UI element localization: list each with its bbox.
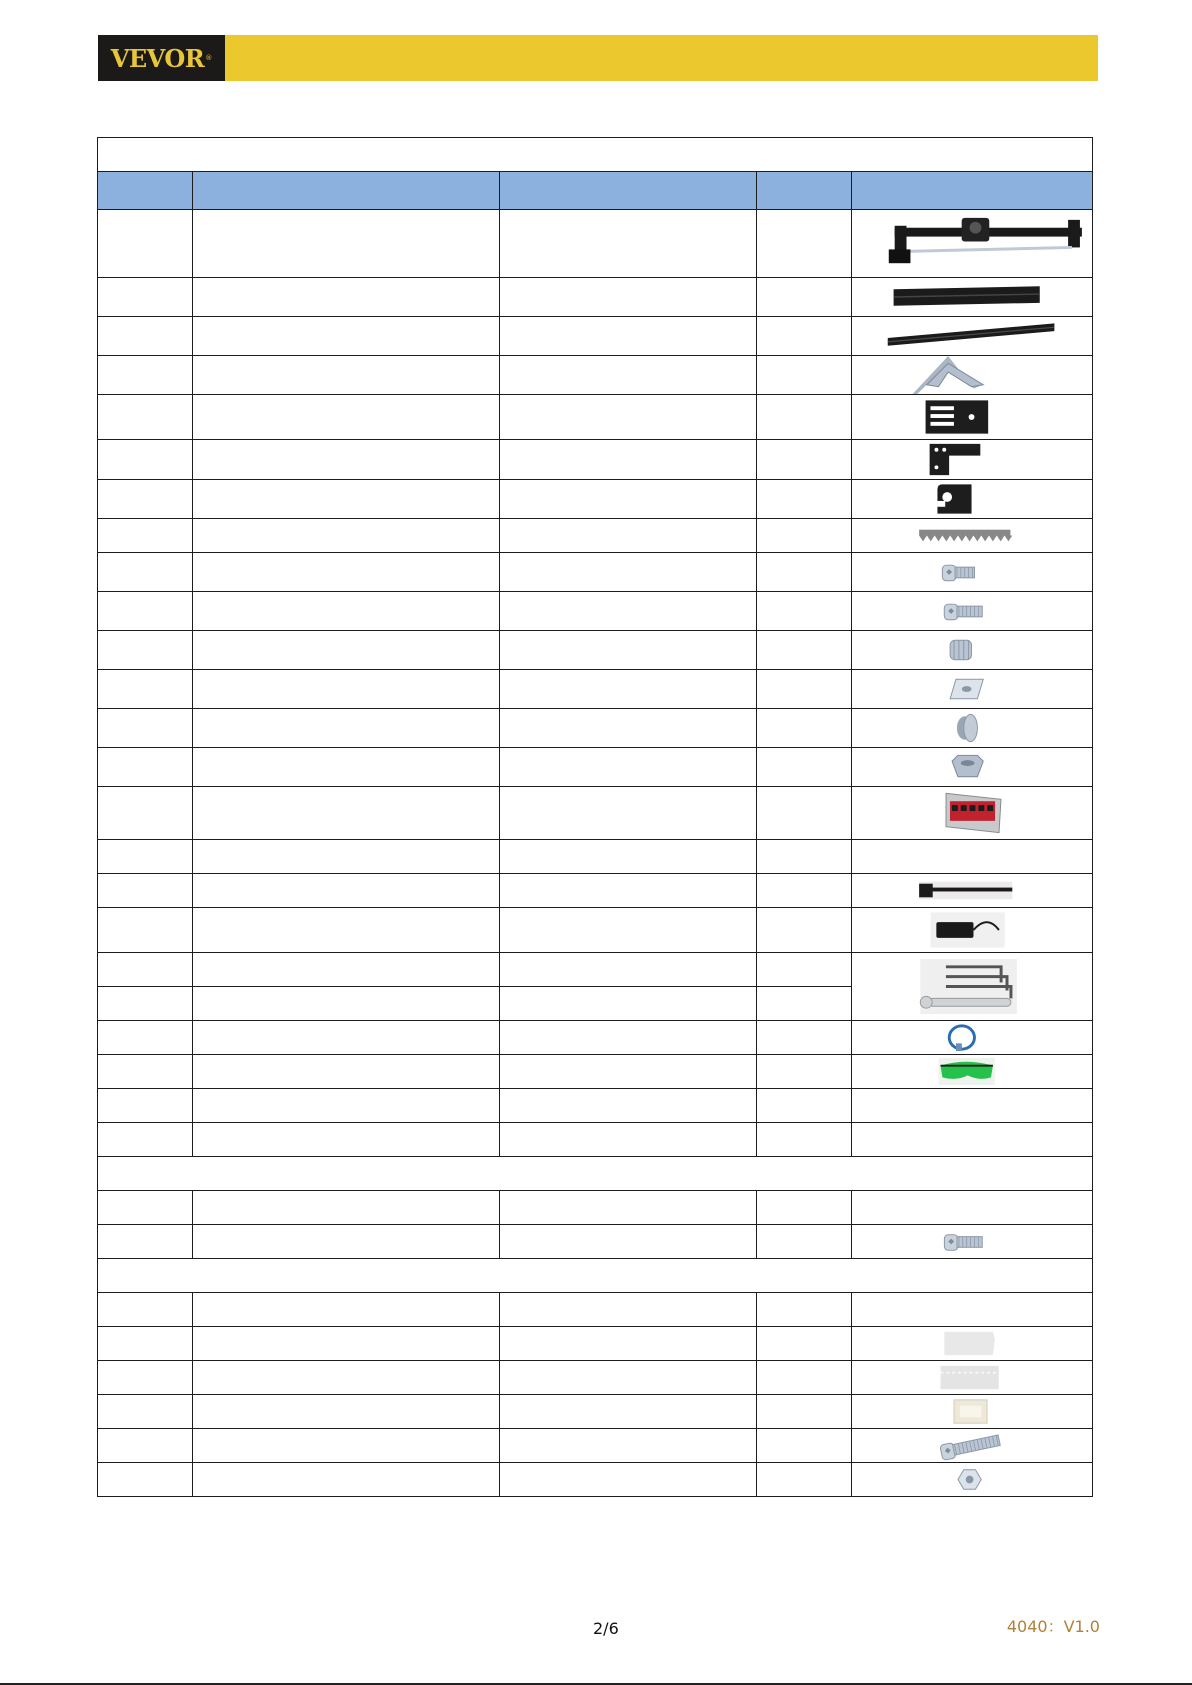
spec-cell <box>500 787 757 840</box>
name-cell <box>193 1293 500 1327</box>
table-row <box>98 395 1093 440</box>
spec-cell <box>500 1089 757 1123</box>
table-row <box>98 709 1093 748</box>
no-cell <box>98 1055 193 1089</box>
name-cell <box>193 278 500 317</box>
picture-cell <box>852 787 1093 840</box>
spec-cell <box>500 1361 757 1395</box>
qty-cell <box>757 1327 852 1361</box>
qty-cell <box>757 670 852 709</box>
timing-belt-icon <box>852 519 1092 552</box>
picture-cell <box>852 1463 1093 1497</box>
table-row <box>98 1021 1093 1055</box>
aluminum-profile-icon <box>852 278 1092 316</box>
spec-cell <box>500 172 757 210</box>
no-cell <box>98 840 193 874</box>
spec-cell <box>500 278 757 317</box>
name-cell <box>193 210 500 278</box>
name-cell <box>193 908 500 953</box>
no-cell <box>98 592 193 631</box>
name-cell <box>193 172 500 210</box>
picture-cell <box>852 553 1093 592</box>
qty-cell <box>757 1089 852 1123</box>
name-cell <box>193 317 500 356</box>
name-cell <box>193 440 500 480</box>
table-row <box>98 1089 1093 1123</box>
spec-cell <box>500 1327 757 1361</box>
picture-cell <box>852 278 1093 317</box>
no-cell <box>98 440 193 480</box>
qty-cell <box>757 210 852 278</box>
hook-bracket-icon <box>852 480 1092 518</box>
picture-cell <box>852 1293 1093 1327</box>
hex-nut-icon <box>852 1463 1092 1496</box>
vevor-logo <box>98 35 225 81</box>
picture-cell <box>852 1123 1093 1157</box>
qty-cell <box>757 553 852 592</box>
table-title-row <box>98 138 1093 172</box>
picture-cell <box>852 1191 1093 1225</box>
table-row <box>98 953 1093 987</box>
name-cell <box>193 987 500 1021</box>
no-cell <box>98 1463 193 1497</box>
name-cell <box>193 1463 500 1497</box>
square-washer-icon <box>852 670 1092 708</box>
spec-cell <box>500 748 757 787</box>
qty-cell <box>757 592 852 631</box>
name-cell <box>193 670 500 709</box>
pulley-wheel-icon <box>852 709 1092 747</box>
picture-cell <box>852 953 1093 1021</box>
table-row <box>98 519 1093 553</box>
table-row <box>98 356 1093 395</box>
no-cell <box>98 278 193 317</box>
picture-cell <box>852 519 1093 553</box>
aluminum-profile-long-icon <box>852 317 1092 355</box>
spec-cell <box>500 1429 757 1463</box>
spec-cell <box>500 631 757 670</box>
power-adapter-icon <box>852 908 1092 952</box>
qty-cell <box>757 172 852 210</box>
picture-cell <box>852 356 1093 395</box>
hex-screw-long-icon <box>852 1225 1092 1258</box>
spec-cell <box>500 440 757 480</box>
no-cell <box>98 1293 193 1327</box>
picture-cell <box>852 908 1093 953</box>
spec-cell <box>500 670 757 709</box>
no-cell <box>98 1327 193 1361</box>
block-cream-icon <box>852 1395 1092 1428</box>
qty-cell <box>757 1463 852 1497</box>
picture-cell <box>852 748 1093 787</box>
spec-cell <box>500 1055 757 1089</box>
table-row <box>98 278 1093 317</box>
no-cell <box>98 631 193 670</box>
picture-cell <box>852 1361 1093 1395</box>
name-cell <box>193 519 500 553</box>
control-board-icon <box>852 787 1092 839</box>
qty-cell <box>757 278 852 317</box>
table-row <box>98 787 1093 840</box>
table-row <box>98 631 1093 670</box>
picture-cell <box>852 709 1093 748</box>
spec-cell <box>500 908 757 953</box>
picture-cell <box>852 1055 1093 1089</box>
picture-cell <box>852 317 1093 356</box>
no-cell <box>98 356 193 395</box>
no-cell <box>98 1429 193 1463</box>
spec-cell <box>500 519 757 553</box>
no-cell <box>98 787 193 840</box>
picture-cell <box>852 670 1093 709</box>
name-cell <box>193 1327 500 1361</box>
no-cell <box>98 1361 193 1395</box>
picture-cell <box>852 631 1093 670</box>
no-cell <box>98 953 193 987</box>
spec-cell <box>500 1225 757 1259</box>
picture-cell <box>852 172 1093 210</box>
qty-cell <box>757 1395 852 1429</box>
picture-cell <box>852 440 1093 480</box>
picture-cell <box>852 840 1093 874</box>
table-row <box>98 1463 1093 1497</box>
spec-cell <box>500 317 757 356</box>
no-cell <box>98 1089 193 1123</box>
name-cell <box>193 840 500 874</box>
table-row <box>98 317 1093 356</box>
qty-cell <box>757 874 852 908</box>
name-cell <box>193 631 500 670</box>
hex-screw-long-icon <box>852 592 1092 630</box>
picture-cell <box>852 395 1093 440</box>
mount-plate-icon <box>852 395 1092 439</box>
no-cell <box>98 519 193 553</box>
table-row <box>98 1123 1093 1157</box>
qty-cell <box>757 356 852 395</box>
name-cell <box>193 553 500 592</box>
table-row <box>98 1327 1093 1361</box>
table-section-row <box>98 1157 1093 1191</box>
name-cell <box>193 1055 500 1089</box>
spec-cell <box>500 592 757 631</box>
parts-list-table <box>97 137 1093 1497</box>
name-cell <box>193 1021 500 1055</box>
table-row <box>98 1395 1093 1429</box>
spec-cell <box>500 840 757 874</box>
qty-cell <box>757 1225 852 1259</box>
t-nut-icon <box>852 748 1092 786</box>
no-cell <box>98 172 193 210</box>
picture-cell <box>852 1021 1093 1055</box>
no-cell <box>98 709 193 748</box>
picture-cell <box>852 1395 1093 1429</box>
no-cell <box>98 1395 193 1429</box>
spec-cell <box>500 1021 757 1055</box>
table-header-row <box>98 172 1093 210</box>
spec-cell <box>500 987 757 1021</box>
section-cell <box>98 1259 1093 1293</box>
name-cell <box>193 953 500 987</box>
picture-cell <box>852 210 1093 278</box>
qty-cell <box>757 748 852 787</box>
safety-goggles-icon <box>852 1055 1092 1088</box>
logo-text: VEVOR <box>110 43 205 73</box>
picture-cell <box>852 1327 1093 1361</box>
no-cell <box>98 1191 193 1225</box>
no-cell <box>98 987 193 1021</box>
name-cell <box>193 592 500 631</box>
name-cell <box>193 395 500 440</box>
spec-cell <box>500 953 757 987</box>
table-row <box>98 553 1093 592</box>
table-row <box>98 1361 1093 1395</box>
no-cell <box>98 1225 193 1259</box>
name-cell <box>193 1123 500 1157</box>
name-cell <box>193 480 500 519</box>
table-row <box>98 1191 1093 1225</box>
qty-cell <box>757 1429 852 1463</box>
picture-cell <box>852 1429 1093 1463</box>
corner-bracket-icon <box>852 356 1092 394</box>
hex-screw-icon <box>852 553 1092 591</box>
no-cell <box>98 480 193 519</box>
logo-registered-mark: ® <box>205 54 213 62</box>
page-number: 2/6 <box>593 1619 619 1638</box>
no-cell <box>98 1021 193 1055</box>
qty-cell <box>757 1293 852 1327</box>
qty-cell <box>757 709 852 748</box>
table-row <box>98 748 1093 787</box>
table-section-row <box>98 1259 1093 1293</box>
table-row <box>98 908 1093 953</box>
qty-cell <box>757 480 852 519</box>
spec-cell <box>500 210 757 278</box>
spec-cell <box>500 356 757 395</box>
spec-cell <box>500 1191 757 1225</box>
table-row <box>98 1225 1093 1259</box>
qty-cell <box>757 1191 852 1225</box>
usb-cable-icon <box>852 1021 1092 1054</box>
spec-cell <box>500 709 757 748</box>
no-cell <box>98 670 193 709</box>
name-cell <box>193 709 500 748</box>
table-row <box>98 210 1093 278</box>
table-row <box>98 1429 1093 1463</box>
table-row <box>98 1293 1093 1327</box>
spec-cell <box>500 1395 757 1429</box>
picture-cell <box>852 480 1093 519</box>
section-cell <box>98 1157 1093 1191</box>
name-cell <box>193 1395 500 1429</box>
table-row <box>98 840 1093 874</box>
no-cell <box>98 553 193 592</box>
table-row <box>98 480 1093 519</box>
no-cell <box>98 908 193 953</box>
spec-cell <box>500 395 757 440</box>
picture-cell <box>852 592 1093 631</box>
qty-cell <box>757 395 852 440</box>
spec-cell <box>500 480 757 519</box>
name-cell <box>193 1191 500 1225</box>
table-row <box>98 874 1093 908</box>
name-cell <box>193 1361 500 1395</box>
qty-cell <box>757 987 852 1021</box>
name-cell <box>193 356 500 395</box>
qty-cell <box>757 1055 852 1089</box>
qty-cell <box>757 840 852 874</box>
qty-cell <box>757 631 852 670</box>
table-row <box>98 592 1093 631</box>
qty-cell <box>757 908 852 953</box>
header-bar <box>98 35 1098 81</box>
table-row <box>98 1055 1093 1089</box>
gantry-frame-icon <box>852 210 1092 277</box>
no-cell <box>98 748 193 787</box>
spec-cell <box>500 1293 757 1327</box>
qty-cell <box>757 519 852 553</box>
table-row <box>98 670 1093 709</box>
spec-cell <box>500 874 757 908</box>
no-cell <box>98 210 193 278</box>
strip-gray-icon <box>852 1361 1092 1394</box>
no-cell <box>98 395 193 440</box>
qty-cell <box>757 787 852 840</box>
name-cell <box>193 1429 500 1463</box>
picture-cell <box>852 1089 1093 1123</box>
cable-tie-icon <box>852 874 1092 907</box>
picture-cell <box>852 1225 1093 1259</box>
title-cell <box>98 138 1093 172</box>
spec-cell <box>500 1123 757 1157</box>
plate-gray-icon <box>852 1327 1092 1360</box>
picture-cell <box>852 874 1093 908</box>
long-screw-icon <box>852 1429 1092 1462</box>
qty-cell <box>757 317 852 356</box>
qty-cell <box>757 1361 852 1395</box>
no-cell <box>98 1123 193 1157</box>
no-cell <box>98 317 193 356</box>
qty-cell <box>757 1123 852 1157</box>
version-label: 4040：V1.0 <box>1006 1617 1100 1636</box>
qty-cell <box>757 953 852 987</box>
name-cell <box>193 1089 500 1123</box>
spec-cell <box>500 553 757 592</box>
table-row <box>98 440 1093 480</box>
spec-cell <box>500 1463 757 1497</box>
name-cell <box>193 1225 500 1259</box>
name-cell <box>193 874 500 908</box>
name-cell <box>193 748 500 787</box>
allen-keys-wrench-icon <box>852 953 1092 1020</box>
no-cell <box>98 874 193 908</box>
name-cell <box>193 787 500 840</box>
grub-screw-icon <box>852 631 1092 669</box>
qty-cell <box>757 1021 852 1055</box>
qty-cell <box>757 440 852 480</box>
side-plate-icon <box>852 440 1092 479</box>
